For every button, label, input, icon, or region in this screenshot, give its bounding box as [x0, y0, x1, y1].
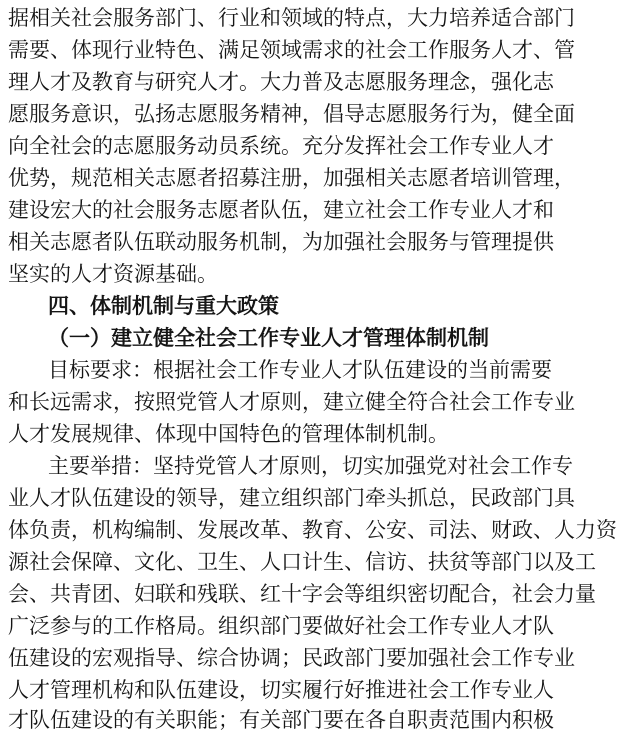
paragraph-2-line-1: 目标要求：根据社会工作专业人才队伍建设的当前需要	[48, 358, 552, 382]
paragraph-3-line-8: 人才管理机构和队伍建设，切实履行好推进社会工作专业人	[8, 678, 554, 702]
paragraph-1-line-9: 坚实的人才资源基础。	[8, 262, 218, 286]
paragraph-3-line-5: 会、共青团、妇联和残联、红十字会等组织密切配合，社会力量	[8, 582, 596, 606]
paragraph-1-line-2: 需要、体现行业特色、满足领域需求的社会工作服务人才、管	[8, 38, 575, 62]
paragraph-1-line-8: 相关志愿者队伍联动服务机制，为加强社会服务与管理提供	[8, 230, 554, 254]
paragraph-1-line-3: 理人才及教育与研究人才。大力普及志愿服务理念，强化志	[8, 70, 554, 94]
paragraph-1-line-6: 优势，规范相关志愿者招募注册，加强相关志愿者培训管理，	[8, 166, 575, 190]
paragraph-1-line-7: 建设宏大的社会服务志愿者队伍，建立社会工作专业人才和	[8, 198, 554, 222]
section-heading: 四、体制机制与重大政策	[48, 294, 279, 318]
subsection-heading: （一）建立健全社会工作专业人才管理体制机制	[48, 325, 489, 350]
paragraph-2-line-2: 和长远需求，按照党管人才原则，建立健全符合社会工作专业	[8, 390, 575, 414]
paragraph-1-line-1: 据相关社会服务部门、行业和领域的特点，大力培养适合部门	[8, 6, 575, 30]
paragraph-3-line-9: 才队伍建设的有关职能；有关部门要在各自职责范围内积极	[8, 708, 554, 732]
paragraph-3-line-6: 广泛参与的工作格局。组织部门要做好社会工作专业人才队	[8, 614, 554, 638]
paragraph-2-line-3: 人才发展规律、体现中国特色的管理体制机制。	[8, 422, 449, 446]
paragraph-3-line-4: 源社会保障、文化、卫生、人口计生、信访、扶贫等部门以及工	[8, 550, 596, 574]
paragraph-3-line-3: 体负责，机构编制、发展改革、教育、公安、司法、财政、人力资	[8, 518, 617, 542]
paragraph-1-line-4: 愿服务意识，弘扬志愿服务精神，倡导志愿服务行为，健全面	[8, 102, 575, 126]
paragraph-3-line-7: 伍建设的宏观指导、综合协调；民政部门要加强社会工作专业	[8, 646, 575, 670]
paragraph-3-line-2: 业人才队伍建设的领导，建立组织部门牵头抓总，民政部门具	[8, 486, 575, 510]
paragraph-1-line-5: 向全社会的志愿服务动员系统。充分发挥社会工作专业人才	[8, 134, 554, 158]
paragraph-3-line-1: 主要举措：坚持党管人才原则，切实加强党对社会工作专	[48, 454, 573, 478]
